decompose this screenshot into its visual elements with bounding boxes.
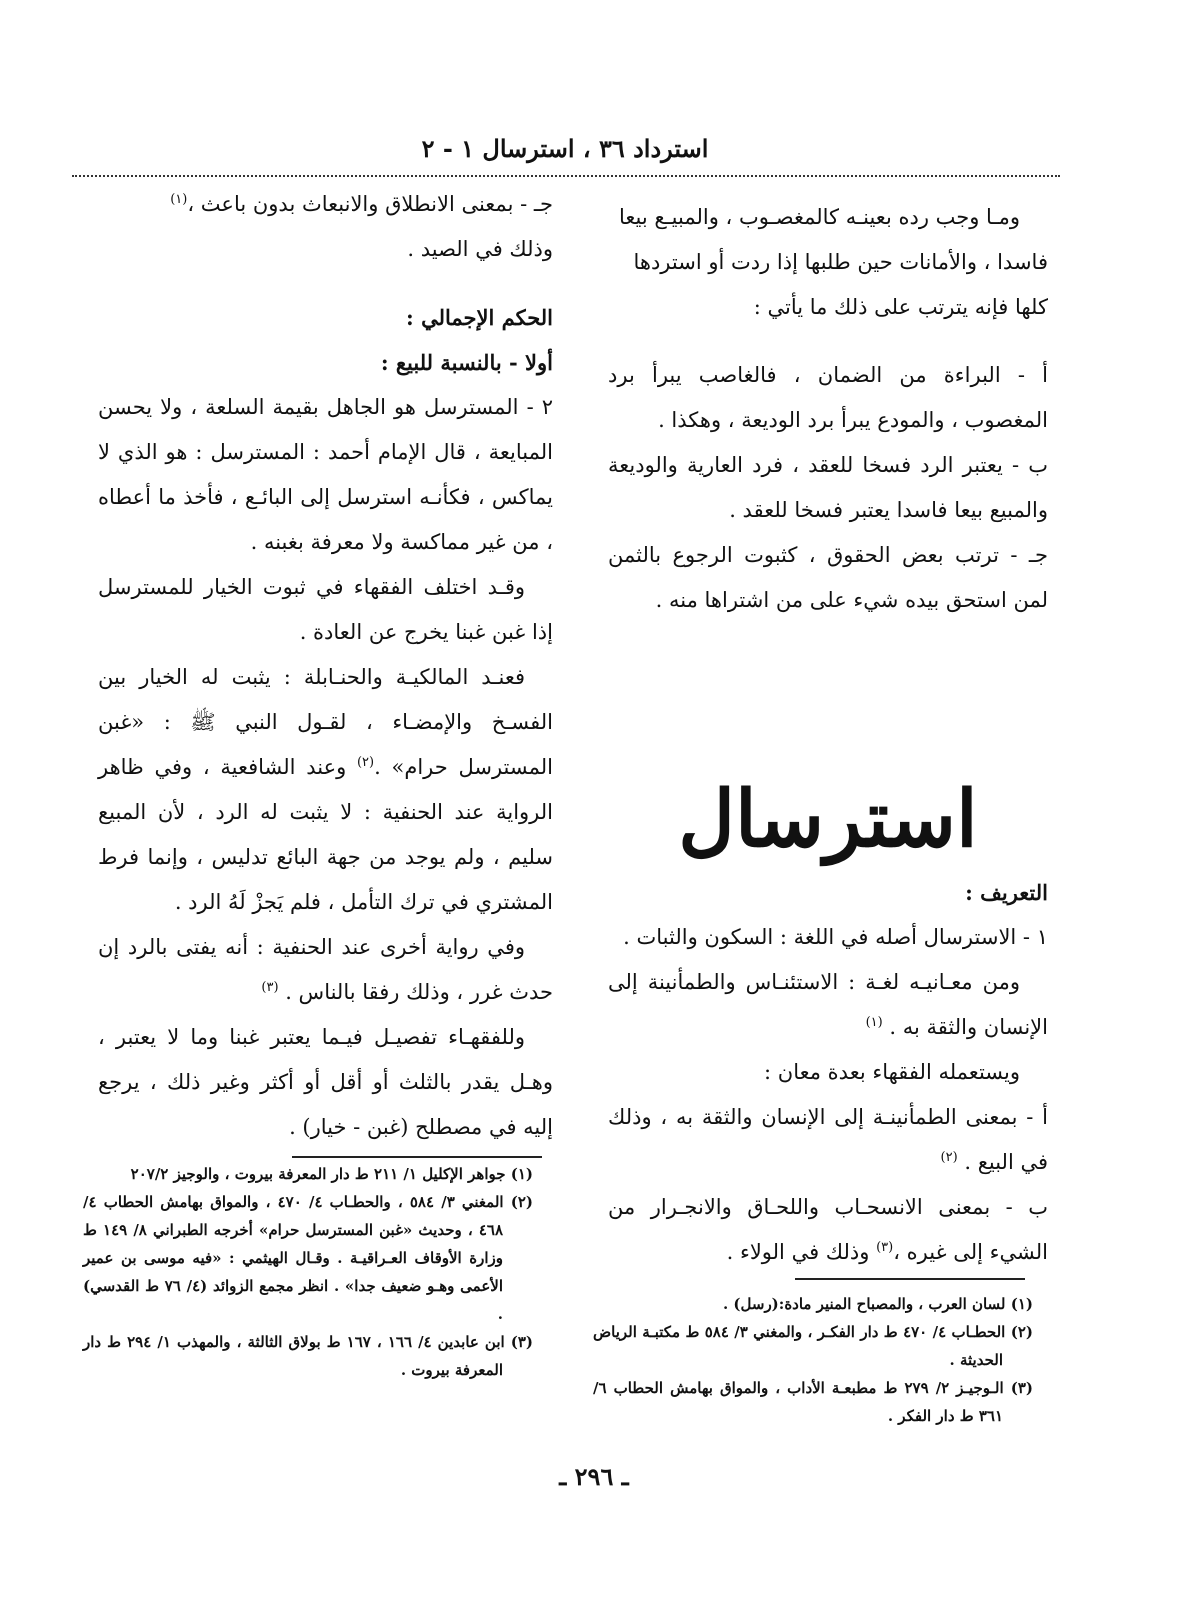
page-number: ـ ٢٩٦ ـ (559, 1462, 629, 1491)
intro-line: ومـا وجب رده بعينـه كالمغصـوب ، والمبيـع بيعا (618, 205, 1020, 229)
consequence-item: جـ - ترتب بعض الحقوق ، كثبوت الرجوع بالثمن لمن استحق بيده شيء على من اشتراها منه . (608, 543, 1048, 612)
footnote: (٣) الـوجيـز ٢/ ٢٧٩ ط مطبعـة الأداب ، والمواق بهامش الحطاب ٦/ ٣٦١ ط دار الفكر . (593, 1379, 1033, 1425)
footnote-divider (795, 1278, 1025, 1280)
intro-line: كلها فإنه يترتب على ذلك ما يأتي : (753, 295, 1048, 319)
subsection-heading: أولا - بالنسبة للبيع : (380, 350, 553, 375)
paragraph (98, 655, 553, 925)
paragraph: وللفقهـاء تفصيـل فيـما يعتبر غبنا وما لا يعتبر ، وهـل يقدر بالثلث أو أقل أو أكثر وغير ذلك ، يرجع إليه في مصطلح (غبن - خيار) . (98, 1025, 553, 1139)
paragraph (98, 925, 553, 1015)
footnote-ref: (٢) (356, 755, 375, 770)
footnote: (١) لسان العرب ، والمصباح المنير مادة:(رسل) . (722, 1295, 1033, 1313)
paragraph: ٢ - المسترسل هو الجاهل بقيمة السلعة ، ولا يحسن المبايعة ، قال الإمام أحمد : المسترسل : هو الذي لا يماكس ، فكأنـه استرسل إلى البائـع ، فأخذ ما أعطاه ، من غير مماكسة ولا معرفة بغبنه . (98, 395, 553, 554)
paragraph (608, 1095, 1048, 1185)
paragraph-text: جـ - بمعنى الانطلاق والانبعاث بدون باعث ، (187, 192, 553, 216)
header-divider (72, 175, 1060, 177)
paragraph-text: ب - بمعنى الانسحـاب واللحـاق والانجـرار من الشيء إلى غيره ، (608, 1195, 1048, 1264)
entry-title: استرسال (678, 774, 978, 865)
footnote-ref: (٣) (876, 1240, 894, 1255)
paragraph-text: وعند الشافعية ، وفي ظاهر الرواية عند الحنفية : لا يثبت له الرد ، لأن المبيع سليم ، ولم يوجد من جهة البائع تدليس ، وإنما فرط المشتري في ترك التأمل ، فلم يَجزْ لَهُ الرد . (98, 755, 553, 914)
paragraph (98, 182, 553, 227)
paragraph-text: فعنـد المالكيـة والحنـابلة : يثبت له الخيار بين الفسـخ والإمضـاء ، لقـول النبي ﷺ : «غبن المسترسل حرام» . (98, 665, 553, 779)
footnote: (٢) المغني ٣/ ٥٨٤ ، والحطـاب ٤/ ٤٧٠ ، والمواق بهامش الحطاب ٤/ ٤٦٨ ، وحديث «غبن المسترسل حرام» أخرجه الطبراني ٨/ ١٤٩ ط وزارة الأوقاف العـراقيـة . وقـال الهيثمي : «فيه موسى بن عمير الأعمى وهـو ضعيف جدا» . انظر مجمع الزوائد (٤/ ٧٦ ط القدسي) . (83, 1193, 534, 1323)
spacer (98, 272, 553, 295)
paragraph: ويستعمله الفقهاء بعدة معان : (764, 1060, 1020, 1084)
footnote: (٢) الحطـاب ٤/ ٤٧٠ ط دار الفكـر ، والمغني ٣/ ٥٨٤ ط مكتبـة الرياض الحديثة . (593, 1323, 1033, 1369)
paragraph-text: وذلك في الولاء . (726, 1240, 877, 1264)
footnote: (١) جواهر الإكليل ١/ ٢١١ ط دار المعرفة بيروت ، والوجيز ٢٠٧/٢ (130, 1165, 533, 1183)
section-heading: الحكم الإجمالي : (406, 305, 553, 330)
intro-line: فاسدا ، والأمانات حين طلبها إذا ردت أو استردها (633, 250, 1048, 274)
right-column-definition (608, 870, 1048, 1275)
left-column (98, 182, 553, 1150)
paragraph-text: وفي رواية أخرى عند الحنفية : أنه يفتى بالرد إن حدث غرر ، وذلك رفقا بالناس . (98, 935, 553, 1004)
footnotes-left (83, 1160, 533, 1384)
definition-heading: التعريف : (965, 880, 1048, 905)
consequence-item: ب - يعتبر الرد فسخا للعقد ، فرد العارية والوديعة والمبيع بيعا فاسدا يعتبر فسخا للعقد . (608, 453, 1048, 522)
paragraph-text: أ - بمعنى الطمأنينـة إلى الإنسان والثقة به ، وذلك في البيع . (608, 1105, 1048, 1174)
paragraph-text: ومن معـانيـه لغـة : الاستئنـاس والطمأنينة إلى الإنسان والثقة به . (608, 970, 1048, 1039)
footnote-ref: (٢) (940, 1150, 958, 1165)
footnote-ref: (٣) (261, 980, 279, 995)
paragraph (608, 960, 1048, 1050)
running-header: استرداد ٣٦ ، استرسال ١ - ٢ (421, 134, 709, 163)
paragraph: وقـد اختلف الفقهاء في ثبوت الخيار للمسترسل إذا غبن غبنا يخرج عن العادة . (98, 575, 553, 644)
footnote-ref: (١) (865, 1015, 883, 1030)
footnote-divider (292, 1156, 542, 1158)
paragraph (608, 1185, 1048, 1275)
footnotes-right (593, 1290, 1033, 1430)
paragraph: وذلك في الصيد . (407, 237, 553, 261)
footnote: (٣) ابن عابدين ٤/ ١٦٦ ، ١٦٧ ط بولاق الثالثة ، والمهذب ١/ ٢٩٤ ط دار المعرفة بيروت . (83, 1333, 534, 1379)
paragraph: ١ - الاسترسال أصله في اللغة : السكون والثبات . (623, 925, 1048, 949)
right-column (608, 195, 1048, 623)
footnote-ref: (١) (170, 192, 188, 207)
spacer (608, 330, 1048, 353)
consequence-item: أ - البراءة من الضمان ، فالغاصب يبرأ برد المغصوب ، والمودع يبرأ برد الوديعة ، وهكذا . (608, 363, 1048, 432)
